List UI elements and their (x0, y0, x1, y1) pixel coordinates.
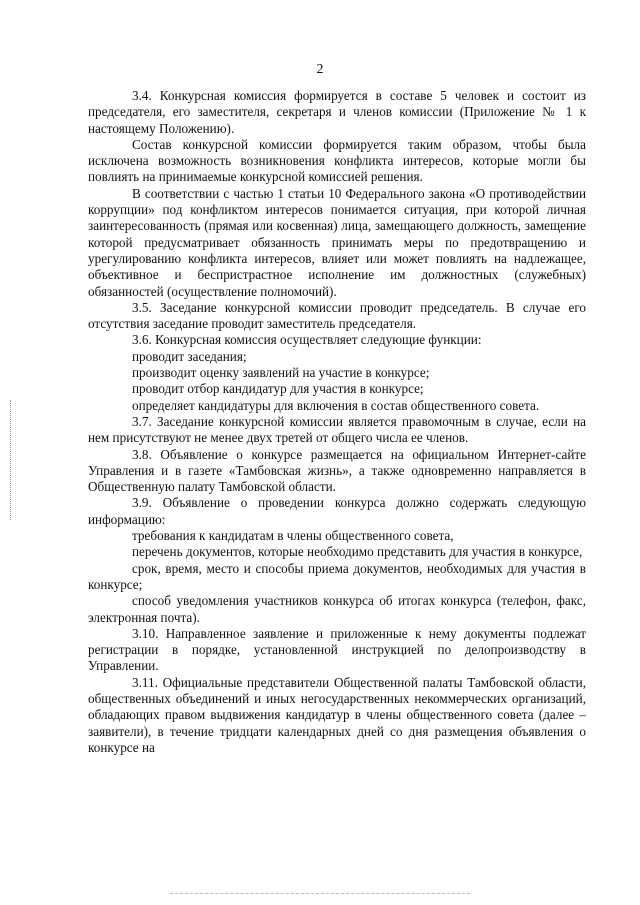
list-item-announcement-3: срок, время, место и способы приема документов, необходимых для участия в конкурсе; (88, 560, 586, 592)
paragraph-3-6: 3.6. Конкурсная комиссия осуществляет следующие функции: (132, 332, 482, 348)
paragraph-3-5: 3.5. Заседание конкурсной комиссии проводит председатель. В случае его отсутствия заседание проводит заместитель председателя. (88, 299, 586, 332)
scan-edge-marks (10, 400, 15, 520)
list-item-function-1: проводит заседания; (132, 348, 247, 364)
list-item-function-4: определяет кандидатуры для включения в состав общественного совета. (132, 397, 540, 413)
list-item-announcement-1: требования к кандидатам в члены общественного совета, (132, 528, 454, 544)
scan-bottom-rule (170, 893, 470, 894)
list-item-announcement-2: перечень документов, которые необходимо представить для участия в конкурсе, (132, 544, 583, 560)
paragraph-3-7: 3.7. Заседание конкурсной комиссии является правомочным в случае, если на нем присутствуют не менее двух третей от общего числа ее членов. (88, 413, 586, 446)
list-item-announcement-4: способ уведомления участников конкурса об итогах конкурса (телефон, факс, электронная почта). (88, 593, 586, 625)
paragraph-conflict-of-interest: В соответствии с частью 1 статьи 10 Федерального закона «О противодействии коррупции» под конфликтом интересов понимается ситуация, при которой личная заинтересованность (прямая или косвенная) лица, замещающего должность, замещение которой предусматривает обязанность принимать меры по предотвращению и урегулированию конфликта интересов, влияет или может повлиять на надлежащее, объективное и беспристрастное исполнение им должностных (служебных) обязанностей (осуществление полномочий). (88, 185, 586, 299)
paragraph-3-11: 3.11. Официальные представители Общественной палаты Тамбовской области, общественных объединений и иных негосударственных некоммерческих организаций, обладающих правом выдвижения кандидатур в члены общественного совета (далее – заявители), в течение тридцати календарных дней со дня размещения объявления о конкурсе на (88, 674, 586, 755)
document-body (88, 88, 586, 756)
list-item-function-3: проводит отбор кандидатур для участия в конкурсе; (132, 381, 424, 397)
paragraph-3-9: 3.9. Объявление о проведении конкурса должно содержать следующую информацию: (88, 495, 586, 527)
paragraph-3-4: 3.4. Конкурсная комиссия формируется в составе 5 человек и состоит из председателя, его заместителя, секретаря и членов комиссии (Приложение № 1 к настоящему Положению). (88, 88, 586, 136)
paragraph-3-8: 3.8. Объявление о конкурсе размещается на официальном Интернет-сайте Управления и в газете «Тамбовская жизнь», а также одновременно направляется в Общественную палату Тамбовской области. (88, 446, 586, 495)
page-number: 2 (316, 62, 324, 77)
paragraph-commission-composition: Состав конкурсной комиссии формируется таким образом, чтобы была исключена возможность возникновения конфликта интересов, которые могли бы повлиять на принимаемые конкурсной комиссией решения. (88, 136, 586, 185)
list-item-function-2: производит оценку заявлений на участие в конкурсе; (132, 365, 430, 381)
paragraph-3-10: 3.10. Направленное заявление и приложенные к нему документы подлежат регистрации в порядке, установленной инструкцией по делопроизводству в Управлении. (88, 625, 586, 674)
